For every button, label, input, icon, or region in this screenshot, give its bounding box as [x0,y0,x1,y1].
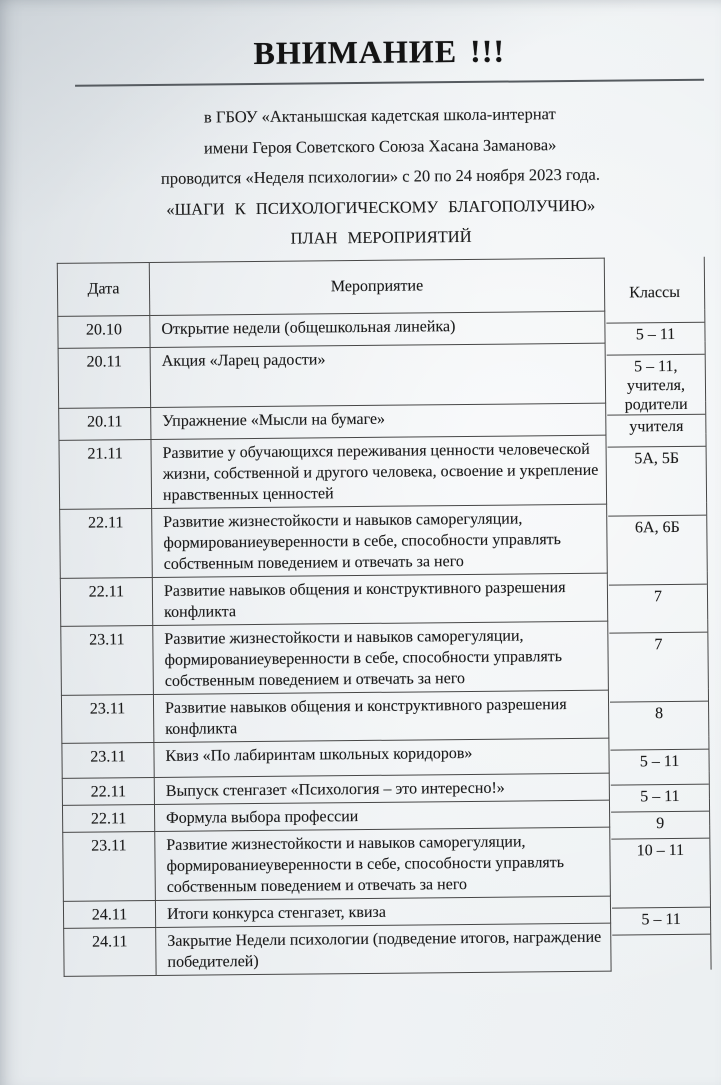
page-title: ВНИМАНИЕ !!! [253,32,506,72]
date-cell: 23.11 [62,742,154,778]
classes-cell-spacer [605,342,706,403]
table-row [61,689,708,743]
intro-line: имени Героя Советского Союза Хасана Заманова» [203,134,557,157]
classes-cell-spacer [610,895,710,923]
classes-cell-spacer [607,503,708,573]
classes-cell-spacer [611,922,711,971]
date-cell: 23.11 [63,831,156,901]
intro-line-slogan: «ШАГИ К ПСИХОЛОГИЧЕСКОМУ БЛАГОПОЛУЧИЮ» [166,195,596,219]
classes-cell-spacer [605,310,705,343]
table-row [63,826,711,901]
date-cell: 20.10 [58,315,150,348]
classes-value: 6А, 6Б [634,518,680,536]
event-cell: Открытие недели (общешкольная линейка) [150,311,605,347]
events-table-wrap [57,256,713,976]
date-cell: 22.11 [62,804,154,832]
table-row [64,922,711,976]
classes-value: 5 – 11 [640,787,680,805]
classes-value: 5 – 11, учителя, родители [624,357,688,413]
table-row [61,620,709,695]
event-cell: Упражнение «Мысли на бумаге» [151,403,606,439]
event-header: Мероприятие [149,258,604,315]
classes-cell-spacer [606,402,706,435]
classes-cell-spacer [607,572,707,621]
intro-block [55,98,705,257]
table-row [60,503,708,578]
classes-header-label: Классы [629,283,681,302]
date-cell: 22.11 [60,577,152,626]
classes-value: 5 – 11 [635,325,676,343]
title-underline [75,79,704,87]
date-cell: 24.11 [63,900,155,928]
classes-cell-spacer [608,620,709,690]
classes-cell-spacer [609,799,709,827]
event-cell: Развитие навыков общения и конструктивного разрешения конфликта [153,690,608,742]
classes-cell-spacer [609,772,709,800]
event-cell: Развитие жизнестойкости и навыков саморегуляции, формированиеуверенности в себе, способности управлять собственным поведением и отвечать за него [155,827,611,900]
event-cell: Закрытие Недели психологии (подведение итогов, награждение победителей) [156,923,611,975]
intro-line: в ГБОУ «Актанышская кадетская школа-интернат [203,104,556,127]
date-header: Дата [57,262,150,316]
classes-cell-spacer [606,434,707,504]
classes-value: 7 [653,587,663,605]
event-cell: Формула выбора профессии [154,800,609,831]
date-cell: 22.11 [60,508,153,578]
classes-cell-spacer [608,689,708,738]
classes-value: 5А, 5Б [634,449,680,467]
classes-value: 7 [654,635,663,653]
events-table [57,256,712,976]
event-cell: Развитие жизнестойкости и навыков саморегуляции, формированиеуверенности в себе, способности управлять собственным поведением и отвечать за него [153,621,609,694]
intro-line-plan: ПЛАН МЕРОПРИЯТИЙ [290,226,472,248]
table-row [59,434,707,509]
classes-header [604,257,705,311]
classes-value: 10 – 11 [636,841,685,859]
date-cell: 23.11 [61,625,154,695]
event-cell: Выпуск стенгазет «Психология – это интересно!» [154,773,609,804]
event-cell: Развитие у обучающихся переживания ценности человеческой жизни, собственной и другого человека, освоение и укрепление нравственных ценностей [151,435,607,508]
classes-value: 8 [655,704,664,722]
intro-line: проводится «Неделя психологии» с 20 по 24 ноября 2023 года. [160,164,601,188]
classes-value: 9 [656,814,665,832]
table-row [58,342,706,408]
classes-cell-spacer [610,826,711,896]
date-cell: 20.11 [59,407,151,440]
classes-cell-spacer [609,737,709,773]
document-content [55,31,713,977]
date-cell: 23.11 [61,694,153,743]
date-cell: 24.11 [64,927,156,976]
event-cell: Развитие жизнестойкости и навыков саморегуляции, формированиеуверенности в себе, способности управлять собственным поведением и отвечать за него [152,504,608,577]
event-cell: Квиз «По лабиринтам школьных коридоров» [154,738,609,777]
classes-value: 5 – 11 [641,910,681,928]
date-cell: 21.11 [59,439,152,509]
table-header-row [57,257,704,316]
classes-value: 5 – 11 [639,752,680,770]
event-cell: Акция «Ларец радости» [150,343,606,407]
event-cell: Развитие навыков общения и конструктивного разрешения конфликта [152,573,607,625]
event-cell: Итоги конкурса стенгазет, квиза [155,896,610,927]
date-cell: 20.11 [58,347,151,408]
date-cell: 22.11 [62,777,154,805]
classes-value: учителя [629,417,684,435]
table-row [60,572,707,626]
